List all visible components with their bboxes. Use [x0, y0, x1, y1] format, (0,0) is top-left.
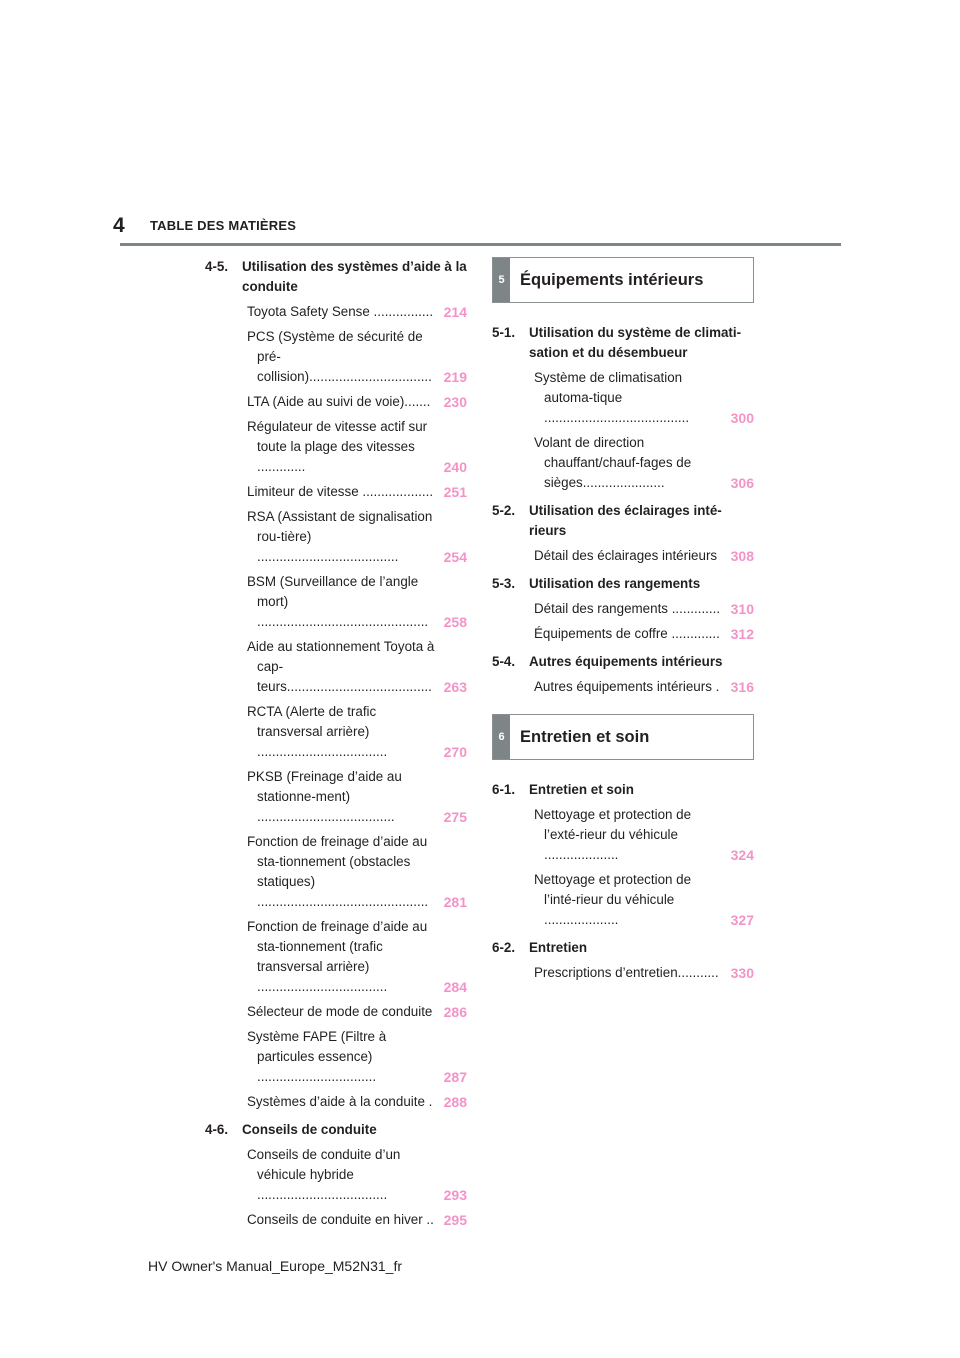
toc-entry-text: RSA (Assistant de signalisation rou-tière) ...................................... [247, 509, 433, 564]
right-column [492, 252, 754, 983]
toc-entry[interactable] [247, 1145, 467, 1205]
toc-entry[interactable] [247, 917, 467, 997]
toc-entry[interactable] [534, 433, 754, 493]
toc-page-link[interactable]: 281 [443, 894, 467, 910]
sub-section-heading [492, 652, 754, 672]
toc-entry-text: LTA (Aide au suivi de voie)....... [247, 394, 431, 409]
toc-entry[interactable] [534, 624, 754, 644]
toc-entry[interactable] [534, 963, 754, 983]
toc-page-link[interactable]: 240 [443, 459, 467, 475]
toc-entry[interactable] [247, 417, 467, 477]
toc-entry-text: Autres équipements intérieurs . [534, 679, 720, 694]
left-column [205, 252, 467, 1230]
toc-entry-text: Fonction de freinage d’aide au sta-tionnement (obstacles statiques) .............................................. [247, 834, 429, 909]
toc-page-link[interactable]: 288 [443, 1094, 467, 1110]
toc-page-link[interactable]: 316 [730, 679, 754, 695]
toc-page-link[interactable]: 287 [443, 1069, 467, 1085]
toc-page-link[interactable]: 214 [443, 304, 467, 320]
toc-page-link[interactable]: 263 [443, 679, 467, 695]
toc-page-link[interactable]: 312 [730, 626, 754, 642]
sub-section-number: 5-4. [492, 654, 516, 669]
toc-entry[interactable] [247, 1027, 467, 1087]
toc-entry-text: Détail des rangements ............. [534, 601, 721, 616]
sub-section-number: 5-3. [492, 576, 516, 591]
section-number-tab: 6 [493, 715, 510, 759]
toc-entry[interactable] [247, 832, 467, 912]
sub-section-number: 4-5. [205, 259, 229, 274]
toc-entry-text: Toyota Safety Sense ................ [247, 304, 434, 319]
toc-page-link[interactable]: 284 [443, 979, 467, 995]
toc-entry[interactable] [534, 368, 754, 428]
toc-entry-text: Système de climatisation automa-tique ....................................... [534, 370, 690, 425]
sub-section-heading [492, 323, 754, 363]
toc-page-link[interactable]: 230 [443, 394, 467, 410]
sub-section-heading [492, 938, 754, 958]
footer-text: HV Owner's Manual_Europe_M52N31_fr [148, 1258, 403, 1274]
sub-section-title: Utilisation des systèmes d’aide à la conduite [242, 259, 467, 294]
sub-section-title: Entretien et soin [529, 782, 634, 797]
toc-entry[interactable] [247, 482, 467, 502]
toc-entry[interactable] [247, 1092, 467, 1112]
toc-entry-text: Régulateur de vitesse actif sur toute la plage des vitesses ............. [247, 419, 428, 474]
toc-entry-text: Conseils de conduite d’un véhicule hybride ................................... [247, 1147, 401, 1202]
toc-entry[interactable] [534, 546, 754, 566]
toc-entry-text: PCS (Système de sécurité de pré-collision)................................. [247, 329, 432, 384]
toc-page-link[interactable]: 327 [730, 912, 754, 928]
toc-page-link[interactable]: 308 [730, 548, 754, 564]
toc-entry[interactable] [247, 637, 467, 697]
sub-section-heading [205, 257, 467, 297]
sub-section-number: 6-1. [492, 782, 516, 797]
toc-entry-text: Systèmes d’aide à la conduite . [247, 1094, 433, 1109]
toc-entry-text: Prescriptions d’entretien........... [534, 965, 719, 980]
section-number-tab: 5 [493, 258, 510, 302]
toc-entry-text: Aide au stationnement Toyota à cap-teurs....................................... [247, 639, 435, 694]
toc-entry[interactable] [247, 767, 467, 827]
toc-entry[interactable] [534, 677, 754, 697]
sub-section-heading [492, 574, 754, 594]
sub-section-heading [492, 501, 754, 541]
toc-entry-text: Sélecteur de mode de conduite [247, 1004, 433, 1019]
toc-entry-text: Volant de direction chauffant/chauf-fages de sièges...................... [534, 435, 692, 490]
sub-section-number: 5-1. [492, 325, 516, 340]
sub-section-title: Autres équipements intérieurs [529, 654, 723, 669]
toc-page-link[interactable]: 254 [443, 549, 467, 565]
toc-entry[interactable] [247, 1002, 467, 1022]
toc-entry[interactable] [247, 1210, 467, 1230]
toc-entry[interactable] [534, 599, 754, 619]
toc-entry-text: Équipements de coffre ............. [534, 626, 720, 641]
toc-entry-text: PKSB (Freinage d’aide au stationne-ment) ..................................... [247, 769, 402, 824]
toc-page-link[interactable]: 286 [443, 1004, 467, 1020]
page-number: 4 [113, 214, 125, 237]
toc-page-link[interactable]: 324 [730, 847, 754, 863]
sub-section-heading [492, 780, 754, 800]
sub-section-title: Utilisation des rangements [529, 576, 701, 591]
toc-page-link[interactable]: 295 [443, 1212, 467, 1228]
sub-section-number: 5-2. [492, 503, 516, 518]
toc-entry-text: Fonction de freinage d’aide au sta-tionnement (trafic transversal arrière) ................................... [247, 919, 428, 994]
toc-entry-text: Limiteur de vitesse ................... [247, 484, 434, 499]
toc-entry[interactable] [534, 870, 754, 930]
toc-page-link[interactable]: 293 [443, 1187, 467, 1203]
toc-entry-text: RCTA (Alerte de trafic transversal arrière) ................................... [247, 704, 388, 759]
sub-section-heading [205, 1120, 467, 1140]
toc-entry[interactable] [534, 805, 754, 865]
toc-page-link[interactable]: 275 [443, 809, 467, 825]
toc-page-link[interactable]: 251 [443, 484, 467, 500]
toc-entry[interactable] [247, 572, 467, 632]
toc-page-link[interactable]: 258 [443, 614, 467, 630]
toc-entry-text: Nettoyage et protection de l’inté-rieur du véhicule .................... [534, 872, 692, 927]
toc-entry[interactable] [247, 702, 467, 762]
toc-page-link[interactable]: 306 [730, 475, 754, 491]
sub-section-title: Conseils de conduite [242, 1122, 377, 1137]
toc-entry-text: Nettoyage et protection de l’exté-rieur du véhicule .................... [534, 807, 692, 862]
sub-section-title: Utilisation des éclairages inté-rieurs [529, 503, 722, 538]
toc-page-link[interactable]: 310 [730, 601, 754, 617]
toc-page-link[interactable]: 300 [730, 410, 754, 426]
header-rule [120, 243, 841, 246]
toc-entry-text: Système FAPE (Filtre à particules essence) ................................ [247, 1029, 387, 1084]
toc-entry-text: Détail des éclairages intérieurs [534, 548, 718, 563]
section-heading-box [492, 257, 754, 303]
toc-entry-text: Conseils de conduite en hiver .. [247, 1212, 434, 1227]
sub-section-title: Utilisation du système de climati-sation et du désembueur [529, 325, 742, 360]
sub-section-number: 6-2. [492, 940, 516, 955]
section-heading-box [492, 714, 754, 760]
section-title: Équipements intérieurs [520, 271, 704, 289]
sub-section-title: Entretien [529, 940, 588, 955]
toc-entry-text: BSM (Surveillance de l’angle mort) .............................................. [247, 574, 429, 629]
section-title: Entretien et soin [520, 728, 650, 746]
toc-page-link[interactable]: 219 [443, 369, 467, 385]
toc-entry[interactable] [247, 302, 467, 322]
running-head: TABLE DES MATIÈRES [150, 218, 297, 233]
toc-page-link[interactable]: 270 [443, 744, 467, 760]
toc-entry[interactable] [247, 507, 467, 567]
toc-entry[interactable] [247, 327, 467, 387]
toc-page-link[interactable]: 330 [730, 965, 754, 981]
toc-entry[interactable] [247, 392, 467, 412]
sub-section-number: 4-6. [205, 1122, 229, 1137]
